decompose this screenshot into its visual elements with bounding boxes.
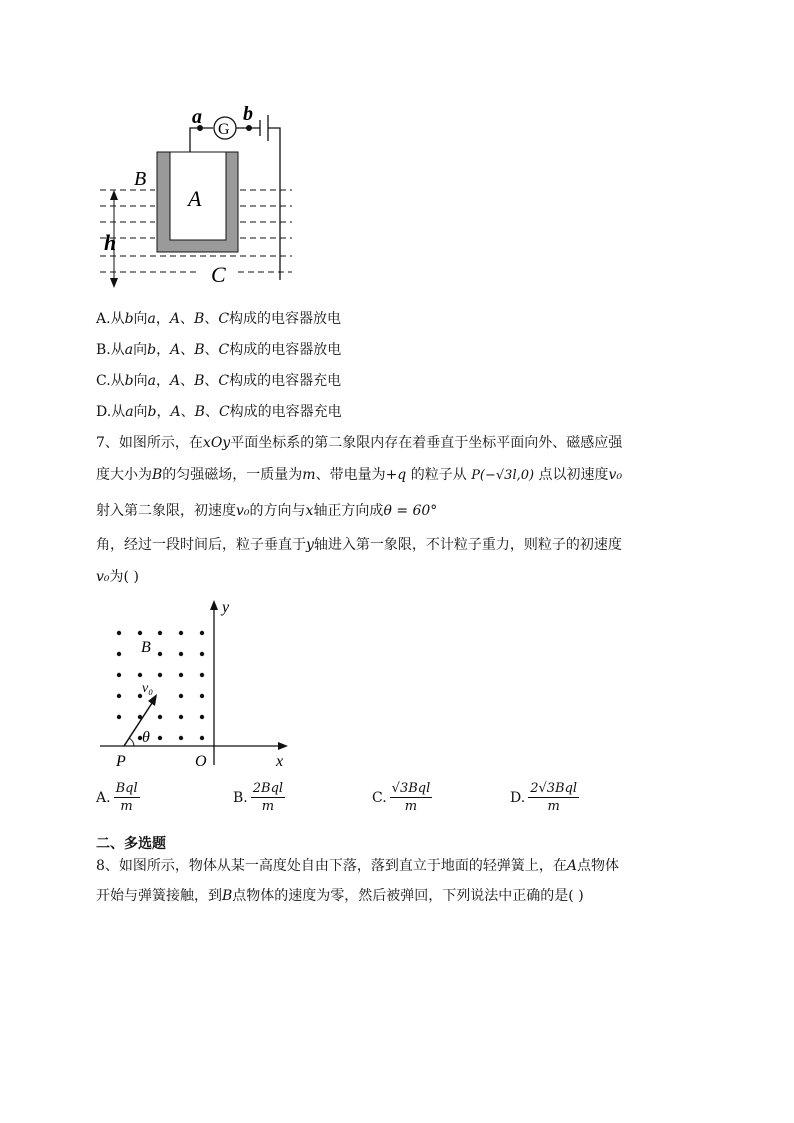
fig1-label-a: a	[192, 106, 202, 128]
fig2-label-P: P	[116, 753, 126, 770]
field-dot	[117, 673, 121, 677]
field-dot	[200, 652, 204, 656]
field-dot	[179, 694, 183, 698]
field-dot	[158, 631, 162, 635]
magnetic-field-figure	[96, 596, 296, 772]
field-dot	[117, 715, 121, 719]
field-dot	[138, 673, 142, 677]
x-axis-arrow-icon	[278, 742, 288, 750]
fig2-label-O: O	[195, 753, 207, 770]
fig2-label-v0: v₀	[142, 681, 154, 696]
q6-option-C: C.从b向a，A、B、C构成的电容器充电	[96, 373, 342, 389]
q8-line-2: 开始与弹簧接触，到B点物体的速度为零，然后被弹回，下列说法中正确的是( )	[96, 888, 584, 904]
q6-option-B: B.从a向b，A、B、C构成的电容器放电	[96, 342, 342, 358]
field-dot	[179, 715, 183, 719]
field-dot	[158, 715, 162, 719]
fig1-label-C: C	[211, 262, 226, 287]
field-dot	[179, 673, 183, 677]
y-axis-arrow-icon	[210, 600, 218, 610]
field-dot	[117, 631, 121, 635]
field-dot	[200, 694, 204, 698]
field-dot	[138, 631, 142, 635]
field-dot	[158, 652, 162, 656]
capacitor-figure	[96, 100, 306, 295]
field-dot	[200, 673, 204, 677]
fig2-label-theta: θ	[142, 729, 150, 746]
field-dot	[179, 736, 183, 740]
field-dot	[158, 673, 162, 677]
fig2-label-x: x	[276, 753, 284, 770]
field-dot	[158, 736, 162, 740]
q7-line-3: 射入第二象限，初速度v₀的方向与x轴正方向成θ = 60°	[96, 503, 438, 519]
field-dot	[117, 694, 121, 698]
q7-line-4: 角，经过一段时间后，粒子垂直于y轴进入第一象限，不计粒子重力，则粒子的初速度	[96, 537, 622, 553]
q7-line-1: 7、如图所示，在xOy平面坐标系的第二象限内存在着垂直于坐标平面向外、磁感应强	[96, 435, 623, 451]
fig1-label-b: b	[243, 103, 253, 125]
q7-option-B: B. $\frac{\text{2Bql}}{m}$	[233, 781, 284, 814]
field-dot	[200, 715, 204, 719]
q7-line-5: v₀为( )	[96, 569, 139, 585]
field-dot	[179, 652, 183, 656]
fig1-label-B: B	[134, 168, 147, 190]
field-dots	[117, 631, 204, 740]
q7-option-C: C. $\frac{\text{√3Bql}}{m}$	[372, 781, 431, 814]
q7-option-A: A. $\frac{\text{Bql}}{m}$	[96, 781, 138, 814]
theta-arc	[129, 738, 134, 746]
field-dot	[179, 631, 183, 635]
field-dot	[200, 736, 204, 740]
terminal-b-dot	[246, 125, 252, 131]
q8-line-1: 8、如图所示，物体从某一高度处自由下落，落到直立于地面的轻弹簧上，在A点物体	[96, 858, 620, 874]
fig1-label-h: h	[104, 230, 117, 255]
field-dot	[200, 631, 204, 635]
fig2-label-y: y	[222, 599, 230, 616]
field-dot	[117, 652, 121, 656]
q7-line-2: 度大小为B的匀强磁场，一质量为m、带电量为+q 的粒子从 P(−√3l,0) 点以初速度v₀	[96, 467, 623, 483]
section-title-multiple-choice: 二、多选题	[96, 836, 166, 852]
fig2-label-B: B	[141, 639, 151, 656]
q7-options	[96, 781, 696, 825]
q6-option-D: D.从a向b，A、B、C构成的电容器充电	[96, 404, 342, 420]
fig1-label-G: G	[218, 121, 230, 138]
q7-option-D: D. $\frac{\text{2√3Bql}}{m}$	[510, 781, 578, 814]
fig1-label-A: A	[188, 186, 202, 211]
q6-option-A: A.从b向a，A、B、C构成的电容器放电	[96, 311, 342, 327]
